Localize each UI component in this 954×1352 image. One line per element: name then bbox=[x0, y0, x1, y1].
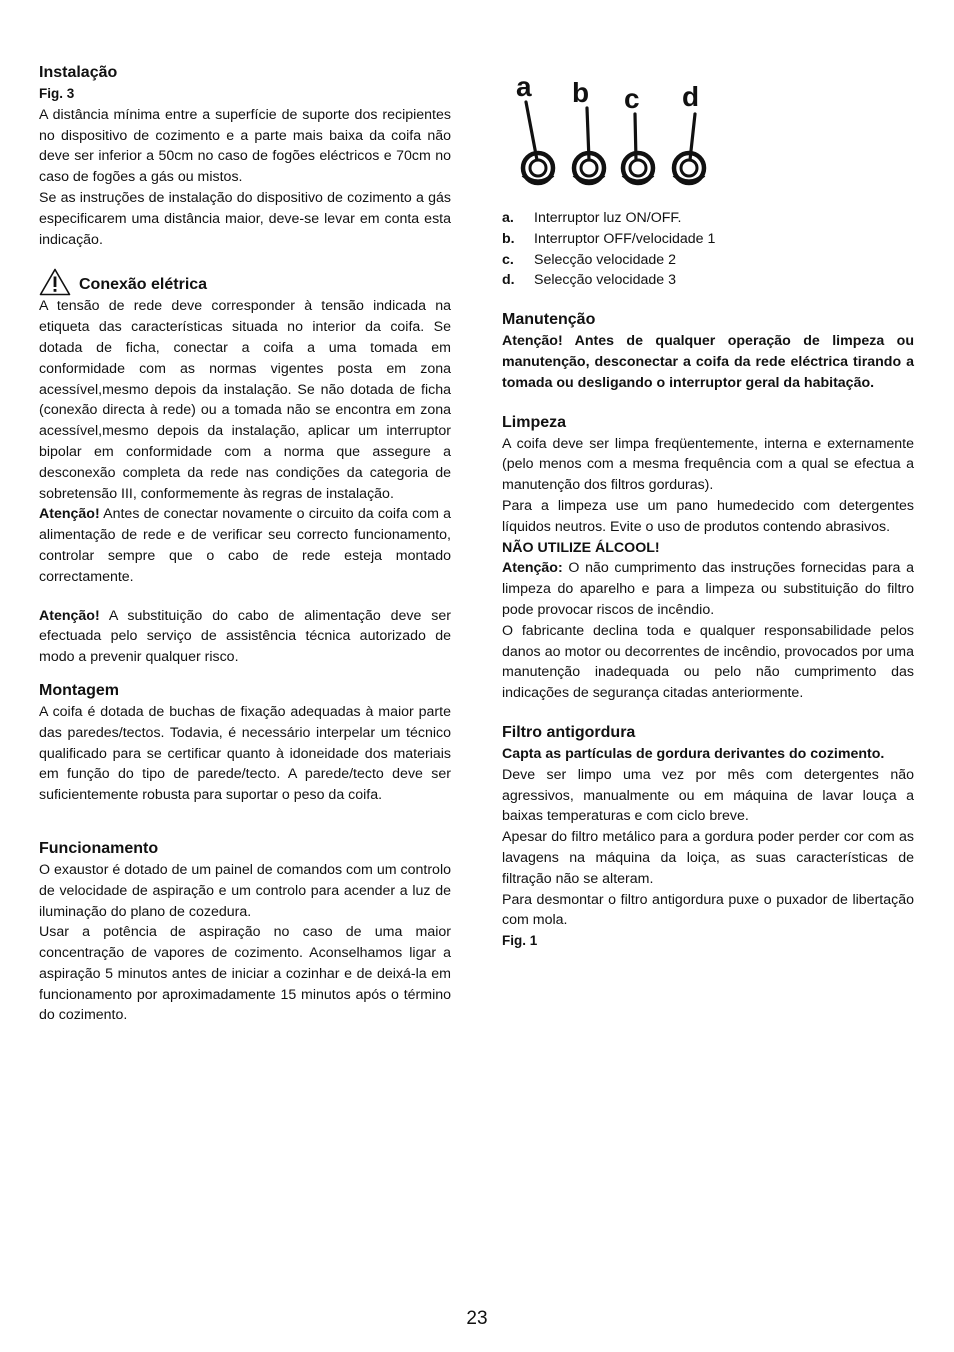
paragraph: Usar a potência de aspiração no caso de uma maior concentração de vapores de cozimento. Aconselhamos ligar a aspiração 5 minutos antes de iniciar a cozinhar e de deixá-la em funcionamento por aproximadamente 15 minutos após o término do cozimento. bbox=[39, 924, 451, 1024]
warning-text: Antes de conectar novamente o circuito da coifa com a alimentação de rede e de verificar seu correcto funcionamento, controlar sempre que o cabo de rede esteja montado correctamente. bbox=[39, 506, 451, 585]
conexao-heading-row bbox=[39, 268, 451, 296]
paragraph: Deve ser limpo uma vez por mês com detergentes não agressivos, manualmente ou em máquina de lavar louça a baixas temperaturas e com ciclo breve. bbox=[502, 766, 914, 825]
paragraph: NÃO UTILIZE ÁLCOOL! bbox=[502, 539, 660, 556]
section-title-filtro: Filtro antigordura bbox=[502, 723, 636, 741]
fig-reference: Fig. 1 bbox=[502, 933, 538, 949]
paragraph: Se as instruções de instalação do dispositivo de cozimento a gás especificarem uma distância maior, deve-se levar em conta esta indicação. bbox=[39, 189, 451, 248]
paragraph: Apesar do filtro metálico para a gordura poder perder cor com as lavagens na máquina da loiça, as suas características de filtração não se alteram. bbox=[502, 829, 914, 887]
paragraph: A distância mínima entre a superfície de suporte dos recipientes no dispositivo de cozimento e a parte mais baixa da coifa não deve ser inferior a 50cm no caso de fogões eléctricos e 70cm no caso de fogões a gás ou mistos. bbox=[39, 106, 451, 186]
paragraph: Capta as partículas de gordura derivantes do cozimento. bbox=[502, 745, 885, 762]
warning-label: Atenção! bbox=[39, 607, 100, 624]
paragraph: Para a limpeza use um pano humedecido com detergentes líquidos neutros. Evite o uso de produtos contendo abrasivos. bbox=[502, 497, 914, 535]
knob-c-icon bbox=[623, 153, 653, 183]
list-item: c. Selecção velocidade 2 bbox=[502, 251, 676, 268]
warning-paragraph bbox=[39, 504, 451, 587]
section-title-limpeza: Limpeza bbox=[502, 413, 567, 431]
knob-letter-d: d bbox=[682, 81, 700, 112]
left-column bbox=[39, 62, 451, 1026]
paragraph: Para desmontar o filtro antigordura puxe o puxador de libertação com mola. bbox=[502, 891, 914, 929]
control-knobs-figure bbox=[510, 72, 720, 194]
list-item: b. Interruptor OFF/velocidade 1 bbox=[502, 230, 716, 247]
knob-letter-c: c bbox=[624, 83, 640, 114]
paragraph: O fabricante declina toda e qualquer responsabilidade pelos danos ao motor ou decorrentes de incêndio, provocados por uma manutenção inadequada ou pelo não cumprimento das indicações de segurança citadas anteriormente. bbox=[502, 622, 914, 702]
paragraph: A coifa deve ser limpa freqüentemente, interna e externamente (pelo menos com a mesma frequência com a qual se efectua a manutenção dos filtros gorduras). bbox=[502, 435, 914, 494]
knobs-diagram bbox=[510, 72, 720, 194]
paragraph: A tensão de rede deve corresponder à tensão indicada na etiqueta das características situada no interior da coifa. Se dotada de ficha, conectar a coifa a uma tomada em conformidade com as normas vigentes posta em zona acessível,mesmo depois da instalação. Se não dotada de ficha (conexão directa à rede) ou a tomada não se encontra em zona acessível,mesmo depois da instalação, aplicar um interruptor bipolar em conformidade com a norma que assegure a desconexão completa da rede nas condições da categoria de sobretensão III, conformemente às regras de instalação. bbox=[39, 298, 451, 502]
section-title-montagem: Montagem bbox=[39, 681, 119, 699]
section-title-instalacao: Instalação bbox=[39, 64, 118, 81]
paragraph: O exaustor é dotado de um painel de comandos com um controlo de velocidade de aspiração e um controlo para acender a luz de iluminação do plano de cozedura. bbox=[39, 861, 451, 920]
knob-letter-a: a bbox=[516, 72, 532, 102]
list-item: d. Selecção velocidade 3 bbox=[502, 272, 676, 289]
warning-icon bbox=[39, 268, 71, 296]
right-column bbox=[502, 208, 914, 952]
paragraph: A coifa é dotada de buchas de fixação adequadas à maior parte das paredes/tectos. Todavia, é necessário interpelar um técnico qualificado para se certificar quanto à idoneidade dos materiais em função do tipo de parede/tecto. A parede/tecto deve ser suficientemente robusta para suportar o peso da coifa. bbox=[39, 703, 451, 804]
warning-paragraph: Atenção! Antes de qualquer operação de limpeza ou manutenção, desconectar a coifa da rede eléctrica tirando a tomada ou desligando o interruptor geral da habitação. bbox=[502, 333, 914, 391]
knob-letter-b: b bbox=[572, 77, 590, 108]
warning-label: Atenção: bbox=[502, 560, 563, 577]
section-title-manutencao: Manutenção bbox=[502, 311, 596, 329]
section-title-conexao: Conexão elétrica bbox=[79, 276, 208, 294]
warning-text: O não cumprimento das instruções fornecidas para a limpeza do aparelho e para a limpeza ou substituição do filtro pode provocar riscos de incêndio. bbox=[502, 560, 914, 618]
warning-paragraph bbox=[502, 558, 914, 620]
warning-text: A substituição do cabo de alimentação deve ser efectuada pelo serviço de assistência técnica autorizado de modo a prevenir qualquer risco. bbox=[39, 607, 451, 666]
fig-reference: Fig. 3 bbox=[39, 86, 75, 101]
controls-legend bbox=[502, 208, 914, 291]
page-number: 23 bbox=[466, 1308, 488, 1329]
warning-label: Atenção! bbox=[39, 506, 100, 523]
list-item: a. Interruptor luz ON/OFF. bbox=[502, 210, 682, 226]
warning-paragraph bbox=[39, 606, 451, 668]
section-title-funcionamento: Funcionamento bbox=[39, 839, 159, 857]
